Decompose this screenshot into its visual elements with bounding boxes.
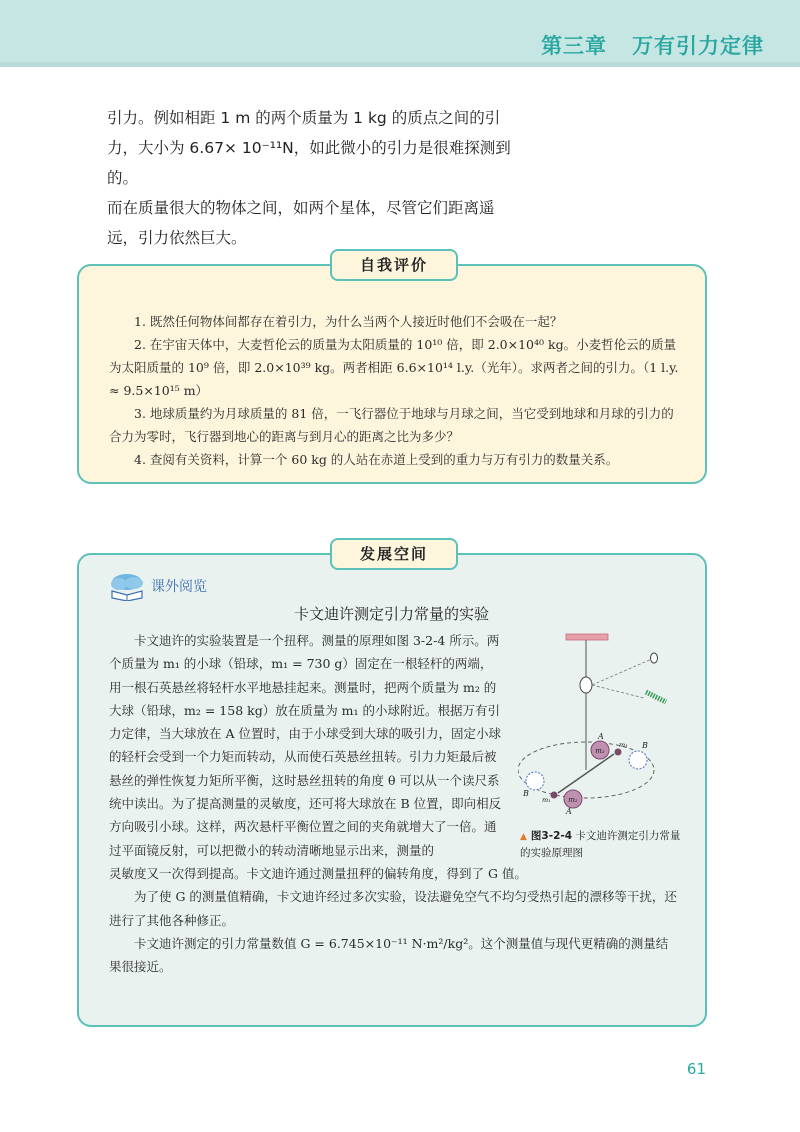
label-m2: m₂	[595, 747, 605, 755]
chapter-title	[541, 30, 764, 60]
small-ball-m1	[615, 749, 622, 756]
cavendish-apparatus-diagram	[518, 630, 668, 815]
intro-line: 力，大小为 6.67× 10⁻¹¹N，如此微小的引力是很难探测到的。	[107, 139, 511, 187]
intro-line: 而在质量很大的物体之间，如两个星体，尽管它们距离遥	[107, 199, 495, 217]
article-title: 卡文迪许测定引力常量的实验	[294, 605, 490, 623]
question-item: 4. 查阅有关资料，计算一个 60 kg 的人站在赤道上受到的重力与万有引力的数量关系。	[134, 452, 619, 467]
mirror	[580, 677, 592, 693]
article-paragraph: 为了使 G 的测量值精确，卡文迪许经过多次实验，设法避免空气不均匀受热引起的漂移等干扰，还进行了其他各种修正。	[109, 889, 677, 928]
self-evaluation-title: 自我评价	[330, 249, 458, 281]
question-item: 1. 既然任何物体间都存在着引力，为什么当两个人接近时他们不会吸在一起？	[134, 314, 563, 329]
question-item: 3. 地球质量约为月球质量的 81 倍，一飞行器位于地球与月球之间，当它受到地球和月球的引力的合力为零时，飞行器到地心的距离与到月心的距离之比为多少？	[109, 406, 674, 444]
label-m2: m₂	[568, 796, 578, 804]
self-evaluation-box	[77, 264, 707, 484]
light-ray	[592, 685, 644, 698]
intro-text	[107, 103, 527, 253]
article-paragraph: 卡文迪许测定的引力常量数值 G = 6.745×10⁻¹¹ N·m²/kg²。这个测量值与现代更精确的测量结果很接近。	[109, 935, 669, 975]
small-ball-m1	[551, 792, 558, 799]
reading-scale	[646, 692, 666, 702]
extracurricular-reading-label	[107, 571, 207, 601]
page-number: 61	[686, 1060, 706, 1078]
label-m1: m₁	[619, 741, 628, 749]
intro-line: 远，引力依然巨大。	[107, 229, 247, 247]
label-a: A	[566, 807, 572, 815]
label-b: B	[642, 741, 648, 750]
reading-label-text: 课外阅览	[151, 579, 207, 595]
label-a: A	[598, 732, 604, 741]
book-cloud-icon	[107, 571, 147, 601]
intro-line: 引力。例如相距 1 m 的两个质量为 1 kg 的质点之间的引	[107, 109, 501, 127]
question-item: 2. 在宇宙天体中，大麦哲伦云的质量为太阳质量的 10¹⁰ 倍，即 2.0×10⁴⁰ kg。小麦哲伦云的质量为太阳质量的 10⁹ 倍，即 2.0×10³⁹ kg。两者相距 6.6×10¹⁴ l.y.（光年）。求两者之间的引力。（1 l.y. ≈ 9.5×10¹⁵ m）	[109, 337, 679, 398]
label-b: B	[523, 789, 529, 798]
large-ball-b	[629, 751, 647, 769]
figure-caption	[520, 828, 690, 861]
figure-number: 图3-2-4	[530, 830, 573, 842]
header-divider	[0, 62, 800, 67]
chapter-number: 第三章	[541, 34, 608, 58]
label-m1: m₁	[542, 796, 551, 804]
article-paragraph: 卡文迪许的实验装置是一个扭秤。测量的原理如图 3-2-4 所示。两个质量为 m₁ 的小球（铅球，m₁ = 730 g）固定在一根轻杆的两端，用一根石英悬丝将轻杆水平地悬挂起来。测量时，把两个质量为 m₂ 的大球（铅球，m₂ = 158 kg）放在质量为 m₁ 的小球附近。根据万有引力定律，当大球放在 A 位置时，由于小球受到大球的吸引力，固定小球的轻杆会受到一个力矩而转动，从而使石英悬丝扭转。引力力矩最后被悬丝的弹性恢复力矩所平衡，这时悬丝扭转的角度 θ 可以从一个读尺系统中读出。为了提高测量的灵敏度，还可将大球放在 B 位置，即向相反方向吸引小球。这样，两次悬杆平衡位置之间的夹角就增大了一倍。通过平面镜反射，可以把微小的转动清晰地显示出来，测量的	[109, 633, 502, 858]
article-paragraph: 灵敏度又一次得到提高。卡文迪许通过测量扭秤的偏转角度，得到了 G 值。	[109, 865, 527, 881]
caption-triangle-icon: ▲	[520, 832, 527, 842]
chapter-name: 万有引力定律	[632, 34, 764, 58]
light-ray	[592, 658, 654, 685]
ceiling-mount	[566, 634, 608, 640]
figure-caption-text: 卡文迪许测定引力常量的实验原理图	[520, 830, 681, 859]
self-evaluation-questions	[109, 310, 679, 471]
chapter-header	[0, 0, 800, 62]
development-title: 发展空间	[330, 538, 458, 570]
large-ball-b	[526, 772, 544, 790]
light-source	[651, 653, 658, 663]
